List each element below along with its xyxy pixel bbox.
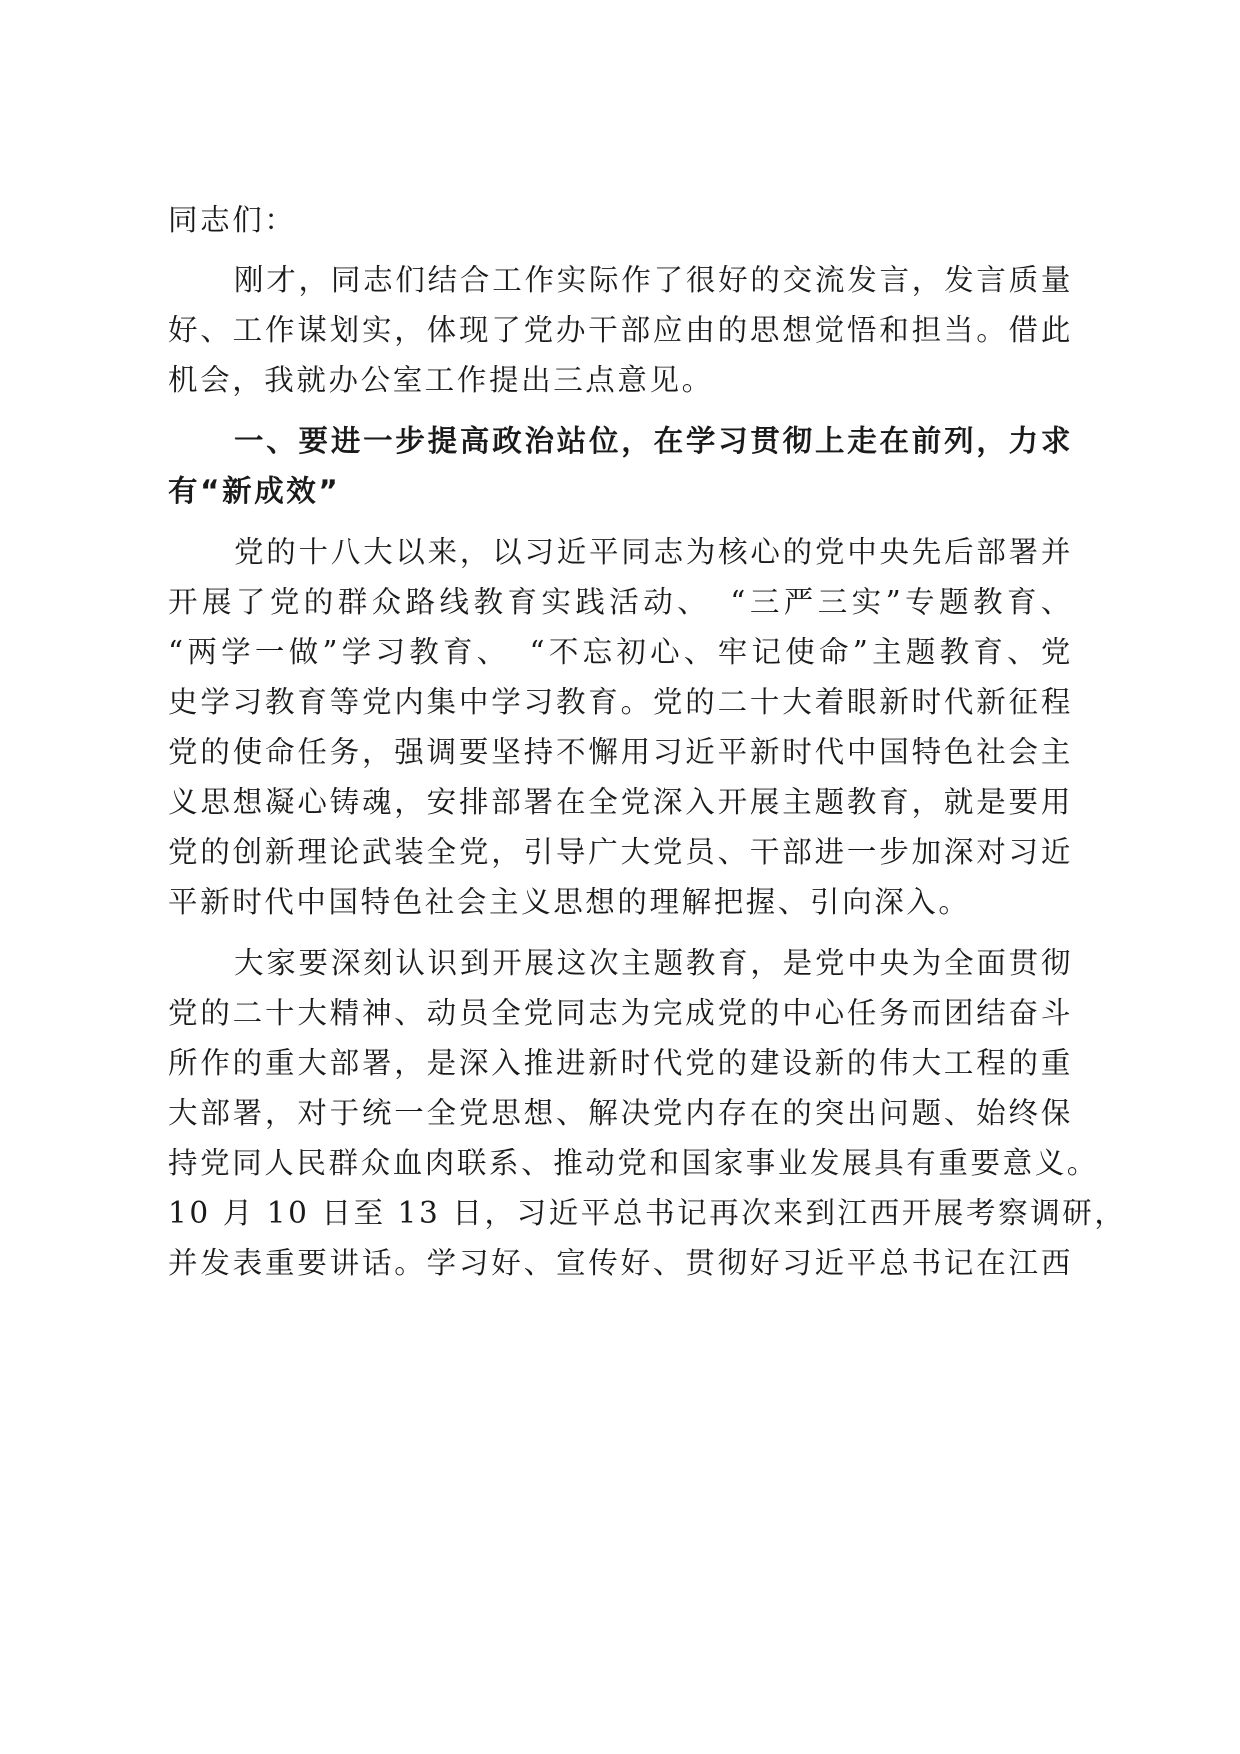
text-line: 开展了党的群众路线教育实践活动、 “三严三实”专题教育、 — [168, 585, 1073, 619]
text-line: 义思想凝心铸魂，安排部署在全党深入开展主题教育，就是要用 — [168, 785, 1073, 819]
body-paragraph — [168, 938, 1127, 1288]
text-line: 机会，我就办公室工作提出三点意见。 — [168, 363, 714, 397]
document-body — [168, 195, 1127, 1299]
text-line: 所作的重大部署，是深入推进新时代党的建设新的伟大工程的重 — [168, 1046, 1073, 1080]
section-heading — [168, 416, 1073, 516]
salutation-text: 同志们： — [168, 203, 297, 237]
text-line: 党的创新理论武装全党，引导广大党员、干部进一步加深对习近 — [168, 835, 1073, 869]
salutation — [168, 195, 1073, 245]
heading-line: 一、要进一步提高政治站位，在学习贯彻上走在前列，力求 — [234, 424, 1073, 458]
intro-paragraph — [168, 255, 1073, 405]
text-line: “两学一做”学习教育、 “不忘初心、牢记使命”主题教育、党 — [168, 635, 1073, 669]
text-line: 党的二十大精神、动员全党同志为完成党的中心任务而团结奋斗 — [168, 996, 1073, 1030]
heading-line: 有“新成效” — [168, 474, 341, 508]
text-line: 好、工作谋划实，体现了党办干部应由的思想觉悟和担当。借此 — [168, 313, 1073, 347]
text-line: 10 月 10 日至 13 日，习近平总书记再次来到江西开展考察调研， — [168, 1196, 1127, 1230]
text-line: 持党同人民群众血肉联系、推动党和国家事业发展具有重要意义。 — [168, 1146, 1099, 1180]
text-line: 党的十八大以来，以习近平同志为核心的党中央先后部署并 — [234, 535, 1073, 569]
text-line: 党的使命任务，强调要坚持不懈用习近平新时代中国特色社会主 — [168, 735, 1073, 769]
text-line: 史学习教育等党内集中学习教育。党的二十大着眼新时代新征程 — [168, 685, 1073, 719]
text-line: 刚才，同志们结合工作实际作了很好的交流发言，发言质量 — [234, 263, 1073, 297]
text-line: 并发表重要讲话。学习好、宣传好、贯彻好习近平总书记在江西 — [168, 1246, 1073, 1280]
text-line: 大部署，对于统一全党思想、解决党内存在的突出问题、始终保 — [168, 1096, 1073, 1130]
text-line: 大家要深刻认识到开展这次主题教育，是党中央为全面贯彻 — [234, 946, 1073, 980]
text-line: 平新时代中国特色社会主义思想的理解把握、引向深入。 — [168, 885, 971, 919]
body-paragraph — [168, 527, 1073, 927]
